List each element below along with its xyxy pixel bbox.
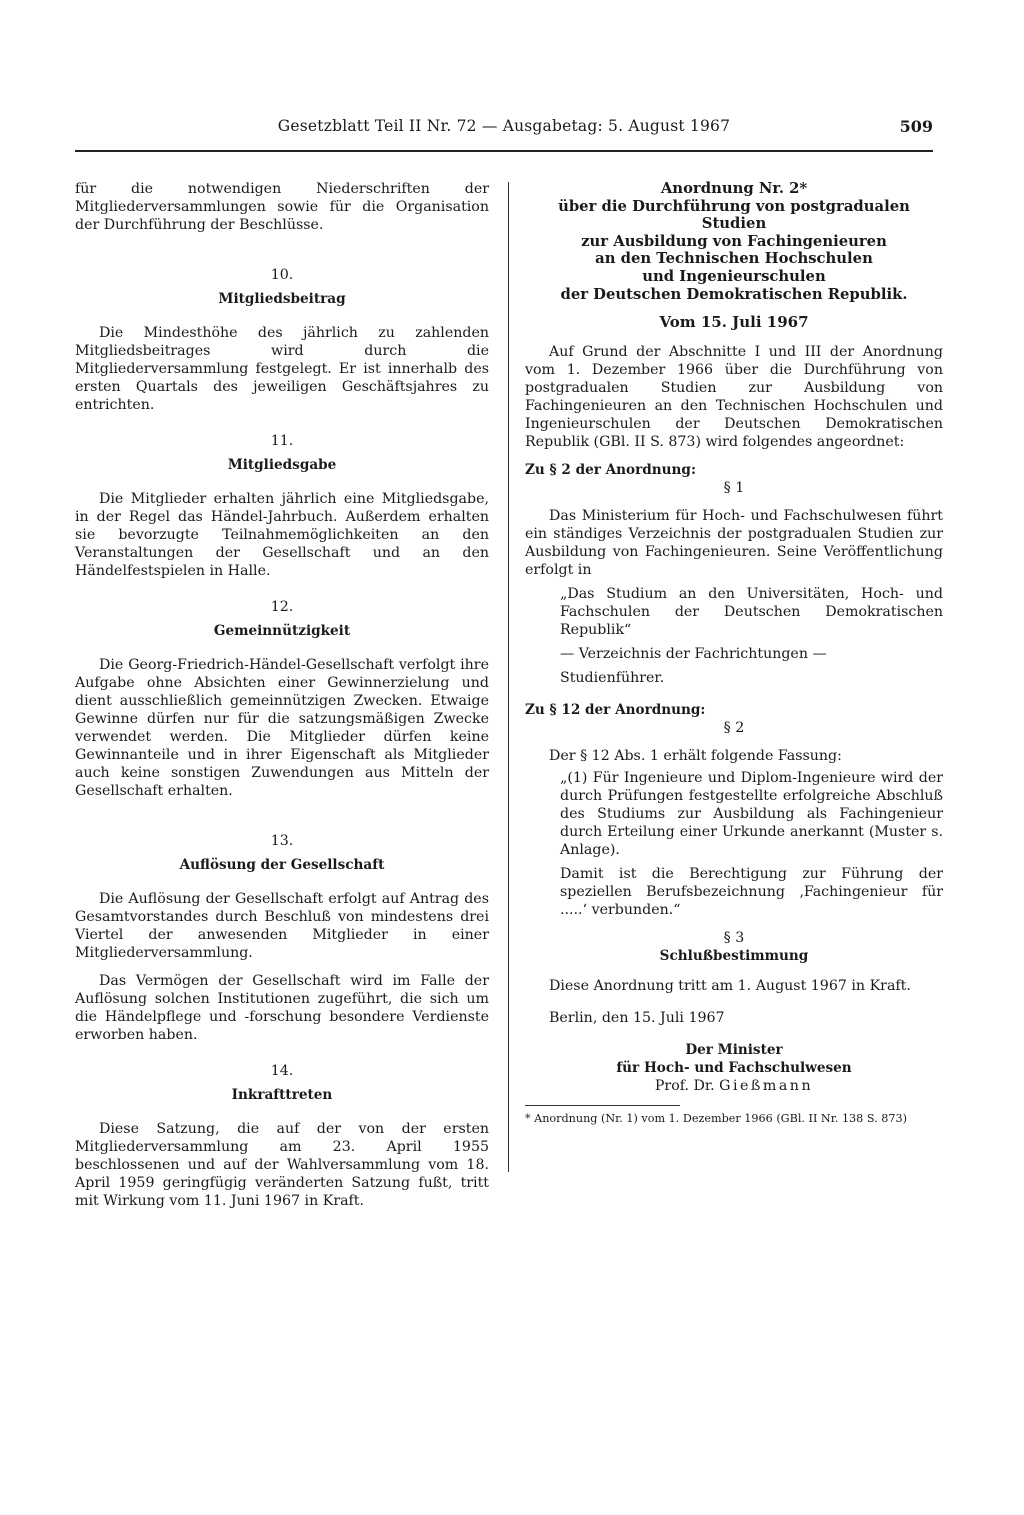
quoted-title: „Das Studium an den Universitäten, Hoch- und Fachschulen der Deutschen Demokratischen Republik“ [560, 586, 943, 639]
ordinance-title-line: und Ingenieurschulen [642, 267, 826, 285]
ordinance-date: Vom 15. Juli 1967 [659, 313, 809, 332]
section-paragraph: Die Auflösung der Gesellschaft erfolgt auf Antrag des Gesamtvorstandes durch Beschluß von mindestens drei Viertel der anwesenden Mitglieder in einer Mitgliederversammlung. [75, 891, 489, 961]
section-paragraph: Die Mindesthöhe des jährlich zu zahlenden Mitgliedsbeitrages wird durch die Mitgliederversammlung festgelegt. Er ist innerhalb des ersten Quartals des jeweiligen Geschäftsjahres zu entrichten. [75, 325, 489, 413]
paragraph-mark: § 2 [723, 720, 745, 737]
signature-ministry: für Hoch- und Fachschulwesen [616, 1060, 852, 1077]
footnote: * Anordnung (Nr. 1) vom 1. Dezember 1966 (GBl. II Nr. 138 S. 873) [525, 1112, 907, 1126]
section-title: Inkrafttreten [231, 1087, 333, 1103]
signature-prefix: Prof. Dr. [654, 1078, 715, 1095]
paragraph-mark: § 1 [723, 480, 745, 497]
intro-paragraph: für die notwendigen Niederschriften der Mitgliederversammlungen sowie für die Organisation der Durchführung der Beschlüsse. [75, 181, 489, 233]
section-title: Gemeinnützigkeit [213, 623, 351, 639]
page-header [75, 114, 933, 150]
ordinance-title-line: Anordnung Nr. 2* [660, 180, 808, 197]
quoted-end: Studienführer. [560, 670, 665, 687]
amended-text: „(1) Für Ingenieure und Diplom-Ingenieure wird der durch Prüfungen festgestellte erfolgreiche Abschluß des Studiums zur Ausbildung als Fachingenieur durch Erteilung einer Urkunde anerkannt (Muster s. Anlage). [560, 770, 943, 859]
section-paragraph: Diese Satzung, die auf der von der ersten Mitgliederversammlung am 23. April 1955 beschlossenen und auf der Wahlversammlung vom 18. April 1959 geringfügig veränderten Satzung fußt, tritt mit Wirkung vom 11. Juni 1967 in Kraft. [75, 1121, 489, 1209]
quoted-subtitle: — Verzeichnis der Fachrichtungen — [560, 646, 827, 663]
footnote-rule [525, 1105, 680, 1106]
paragraph-title: Schlußbestimmung [659, 948, 809, 965]
page-number: 509 [899, 117, 933, 136]
section-paragraph: Die Mitglieder erhalten jährlich eine Mitgliedsgabe, in der Regel das Händel-Jahrbuch. Außerdem erhalten sie bevorzugte Teilnahmemöglichkeiten an den Veranstaltungen der Gesellschaft und an den Händelfestspielen in Halle. [75, 491, 489, 579]
signature-title: Der Minister [685, 1042, 783, 1059]
ordinance-title-line: an den Technischen Hochschulen [595, 250, 873, 268]
ordinance-title-line: über die Durchführung von postgradualen Studien [558, 197, 910, 233]
section-paragraph: Die Georg-Friedrich-Händel-Gesellschaft verfolgt ihre Aufgabe ohne Absichten einer Gewinnerzielung und dient ausschließlich gemeinnützigen Zwecken. Etwaige Gewinne dürfen nur für die satzungsmäßigen Zwecke verwendet werden. Die Mitglieder dürfen keine Gewinnanteile und in ihrer Eigenschaft als Mitglieder auch keine sonstigen Zuwendungen aus Mitteln der Gesellschaft erhalten. [75, 657, 489, 799]
section-title: Mitgliedsgabe [227, 457, 337, 473]
section-title: Auflösung der Gesellschaft [179, 857, 385, 873]
header-title: Gesetzblatt Teil II Nr. 72 — Ausgabetag: 5. August 1967 [277, 117, 731, 135]
section-title: Mitgliedsbeitrag [218, 291, 346, 307]
left-column [75, 180, 489, 1210]
reference-heading: Zu § 2 der Anordnung: [525, 462, 696, 479]
section-number: 12. [270, 599, 294, 615]
ordinance-title-line: zur Ausbildung von Fachingenieuren [581, 232, 887, 250]
preamble: Auf Grund der Abschnitte I und III der Anordnung vom 1. Dezember 1966 über die Durchführung von postgradualen Studien zur Ausbildung von Fachingenieuren an den Technischen Hochschulen und Ingenieurschulen der Deutschen Demokratischen Republik (GBl. II S. 873) wird folgendes angeordnet: [525, 344, 943, 451]
place-date: Berlin, den 15. Juli 1967 [549, 1010, 725, 1027]
section-number: 14. [270, 1063, 294, 1079]
paragraph-text: Diese Anordnung tritt am 1. August 1967 in Kraft. [549, 978, 911, 995]
ordinance-title-line: der Deutschen Demokratischen Republik. [560, 285, 908, 303]
signature-surname: Gießmann [719, 1078, 814, 1095]
amended-text: Damit ist die Berechtigung zur Führung der speziellen Berufsbezeichnung ‚Fachingenieur für .....‘ verbunden.“ [560, 866, 943, 919]
section-number: 10. [270, 267, 294, 283]
reference-heading: Zu § 12 der Anordnung: [525, 702, 706, 719]
ordinance-title [525, 180, 943, 303]
section-number: 13. [270, 833, 294, 849]
paragraph-text: Das Ministerium für Hoch- und Fachschulwesen führt ein ständiges Verzeichnis der postgradualen Studien zur Ausbildung von Fachingenieuren. Seine Veröffentlichung erfolgt in [525, 508, 943, 579]
paragraph-text: Der § 12 Abs. 1 erhält folgende Fassung: [549, 748, 842, 765]
section-paragraph: Das Vermögen der Gesellschaft wird im Falle der Auflösung solchen Institutionen zugeführt, die sich um die Händelpflege und -forschung besondere Verdienste erworben haben. [75, 973, 489, 1043]
column-divider [508, 182, 509, 1172]
paragraph-mark: § 3 [723, 930, 745, 947]
right-column [525, 180, 943, 1126]
section-number: 11. [270, 433, 294, 449]
header-rule [75, 150, 933, 152]
signature-name [525, 1077, 943, 1095]
